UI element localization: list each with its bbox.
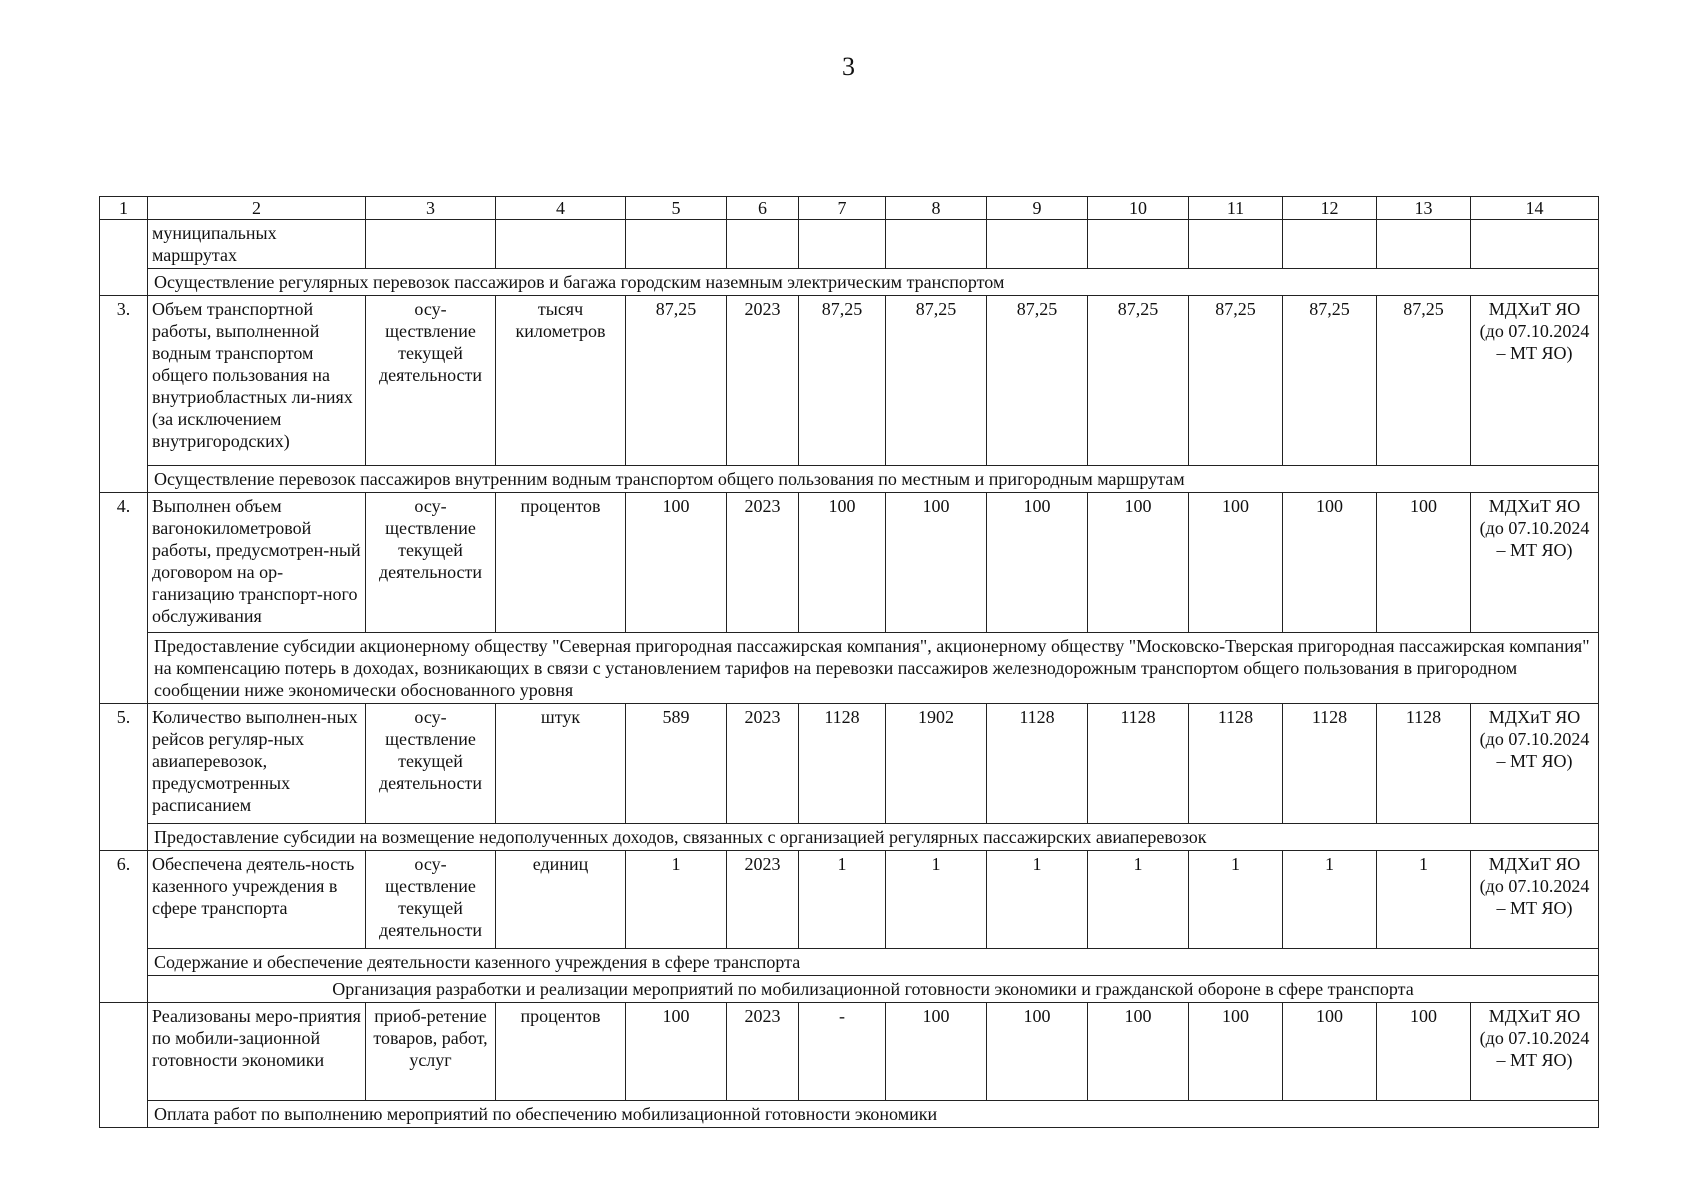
note-row	[100, 466, 1599, 493]
value-cell: 1128	[1377, 704, 1471, 824]
header-cell: 9	[987, 197, 1088, 220]
value-cell: 100	[886, 493, 987, 633]
base-year: 2023	[727, 493, 799, 633]
value-cell: 1	[1377, 851, 1471, 949]
row-number-cell	[100, 220, 148, 296]
row-number: 5.	[100, 704, 148, 851]
value-cell: 100	[1088, 1003, 1189, 1101]
value-cell: 100	[1189, 1003, 1283, 1101]
note-row	[100, 824, 1599, 851]
section-heading-row	[100, 976, 1599, 1003]
responsible-cell: МДХиТ ЯО (до 07.10.2024 – МТ ЯО)	[1471, 493, 1599, 633]
note-text: Предоставление субсидии на возмещение недополученных доходов, связанных с организацией регулярных пассажирских авиаперевозок	[148, 824, 1599, 851]
unit-cell: тысяч километров	[496, 296, 626, 466]
value-cell: 1128	[1283, 704, 1377, 824]
indicators-table	[99, 196, 1599, 1128]
value-cell: 100	[886, 1003, 987, 1101]
row-number: 6.	[100, 851, 148, 1003]
header-cell: 5	[626, 197, 727, 220]
value-cell: 1902	[886, 704, 987, 824]
value-cell: -	[799, 1003, 886, 1101]
header-cell: 2	[148, 197, 366, 220]
indicator-cell: Реализованы меро-приятия по мобили-зационной готовности экономики	[148, 1003, 366, 1101]
type-cell: приоб-ретение товаров, работ, услуг	[366, 1003, 496, 1101]
header-cell: 6	[727, 197, 799, 220]
note-text: Оплата работ по выполнению мероприятий по обеспечению мобилизационной готовности экономики	[148, 1101, 1599, 1128]
value-cell: 1	[1088, 851, 1189, 949]
base-value: 589	[626, 704, 727, 824]
unit-cell: штук	[496, 704, 626, 824]
header-cell: 11	[1189, 197, 1283, 220]
row-number: 3.	[100, 296, 148, 493]
note-row	[100, 269, 1599, 296]
responsible-cell: МДХиТ ЯО (до 07.10.2024 – МТ ЯО)	[1471, 704, 1599, 824]
header-cell: 12	[1283, 197, 1377, 220]
indicator-cell: Объем транспортной работы, выполненной водным транспортом общего пользования на внутриобластных ли-ниях (за исключением внутригородских)	[148, 296, 366, 466]
value-cell: 87,25	[1377, 296, 1471, 466]
value-cell: 1128	[799, 704, 886, 824]
header-cell: 8	[886, 197, 987, 220]
note-text: Содержание и обеспечение деятельности казенного учреждения в сфере транспорта	[148, 949, 1599, 976]
value-cell: 100	[1377, 1003, 1471, 1101]
value-cell: 1	[1283, 851, 1377, 949]
base-value: 100	[626, 493, 727, 633]
value-cell: 1128	[1088, 704, 1189, 824]
value-cell: 87,25	[987, 296, 1088, 466]
value-cell: 100	[1377, 493, 1471, 633]
header-cell: 10	[1088, 197, 1189, 220]
responsible-cell: МДХиТ ЯО (до 07.10.2024 – МТ ЯО)	[1471, 1003, 1599, 1101]
header-cell: 1	[100, 197, 148, 220]
value-cell: 100	[1088, 493, 1189, 633]
indicator-cell: Выполнен объем вагонокилометровой работы, предусмотрен-ный договором на ор-ганизацию транспорт-ного обслуживания	[148, 493, 366, 633]
header-cell: 3	[366, 197, 496, 220]
table-row	[100, 704, 1599, 824]
base-value: 1	[626, 851, 727, 949]
type-cell: осу-ществление текущей деятельности	[366, 851, 496, 949]
base-year: 2023	[727, 1003, 799, 1101]
value-cell: 1	[799, 851, 886, 949]
value-cell: 100	[1189, 493, 1283, 633]
value-cell: 87,25	[1189, 296, 1283, 466]
indicator-cell: Количество выполнен-ных рейсов регуляр-ных авиаперевозок, предусмотренных расписанием	[148, 704, 366, 824]
note-row	[100, 1101, 1599, 1128]
base-value: 100	[626, 1003, 727, 1101]
column-number-header	[100, 197, 1599, 220]
value-cell: 87,25	[1088, 296, 1189, 466]
base-year: 2023	[727, 296, 799, 466]
header-cell: 13	[1377, 197, 1471, 220]
indicator-cell: муниципальных маршрутах	[148, 220, 366, 269]
value-cell: 87,25	[799, 296, 886, 466]
unit-cell: процентов	[496, 1003, 626, 1101]
table-row	[100, 1003, 1599, 1101]
note-text: Осуществление перевозок пассажиров внутренним водным транспортом общего пользования по местным и пригородным маршрутам	[148, 466, 1599, 493]
value-cell: 87,25	[1283, 296, 1377, 466]
section-heading: Организация разработки и реализации мероприятий по мобилизационной готовности экономики и гражданской обороне в сфере транспорта	[148, 976, 1599, 1003]
value-cell: 1	[987, 851, 1088, 949]
value-cell: 100	[1283, 493, 1377, 633]
table-row	[100, 220, 1599, 269]
header-cell: 4	[496, 197, 626, 220]
value-cell: 100	[799, 493, 886, 633]
value-cell: 100	[1283, 1003, 1377, 1101]
value-cell: 1128	[987, 704, 1088, 824]
value-cell: 1	[886, 851, 987, 949]
table-row	[100, 851, 1599, 949]
base-value: 87,25	[626, 296, 727, 466]
indicator-cell: Обеспечена деятель-ность казенного учреждения в сфере транспорта	[148, 851, 366, 949]
unit-cell: процентов	[496, 493, 626, 633]
value-cell: 87,25	[886, 296, 987, 466]
header-cell: 7	[799, 197, 886, 220]
responsible-cell: МДХиТ ЯО (до 07.10.2024 – МТ ЯО)	[1471, 851, 1599, 949]
note-row	[100, 949, 1599, 976]
row-number	[100, 1003, 148, 1128]
note-text: Осуществление регулярных перевозок пассажиров и багажа городским наземным электрическим транспортом	[148, 269, 1599, 296]
value-cell: 100	[987, 493, 1088, 633]
header-cell: 14	[1471, 197, 1599, 220]
row-number: 4.	[100, 493, 148, 704]
note-text: Предоставление субсидии акционерному обществу "Северная пригородная пассажирская компания", акционерному обществу "Московско-Тверская пригородная пассажирская компания" на компенсацию потерь в доходах, возникающих в связи с установлением тарифов на перевозки пассажиров железнодорожным транспортом общего пользования в пригородном сообщении ниже экономически обоснованного уровня	[148, 633, 1599, 704]
value-cell: 1128	[1189, 704, 1283, 824]
responsible-cell: МДХиТ ЯО (до 07.10.2024 – МТ ЯО)	[1471, 296, 1599, 466]
page-number: 3	[842, 52, 855, 81]
base-year: 2023	[727, 704, 799, 824]
value-cell: 1	[1189, 851, 1283, 949]
table-row	[100, 296, 1599, 466]
table-row	[100, 493, 1599, 633]
type-cell: осу-ществление текущей деятельности	[366, 704, 496, 824]
type-cell: осу-ществление текущей деятельности	[366, 493, 496, 633]
base-year: 2023	[727, 851, 799, 949]
note-row	[100, 633, 1599, 704]
unit-cell: единиц	[496, 851, 626, 949]
value-cell: 100	[987, 1003, 1088, 1101]
type-cell: осу-ществление текущей деятельности	[366, 296, 496, 466]
